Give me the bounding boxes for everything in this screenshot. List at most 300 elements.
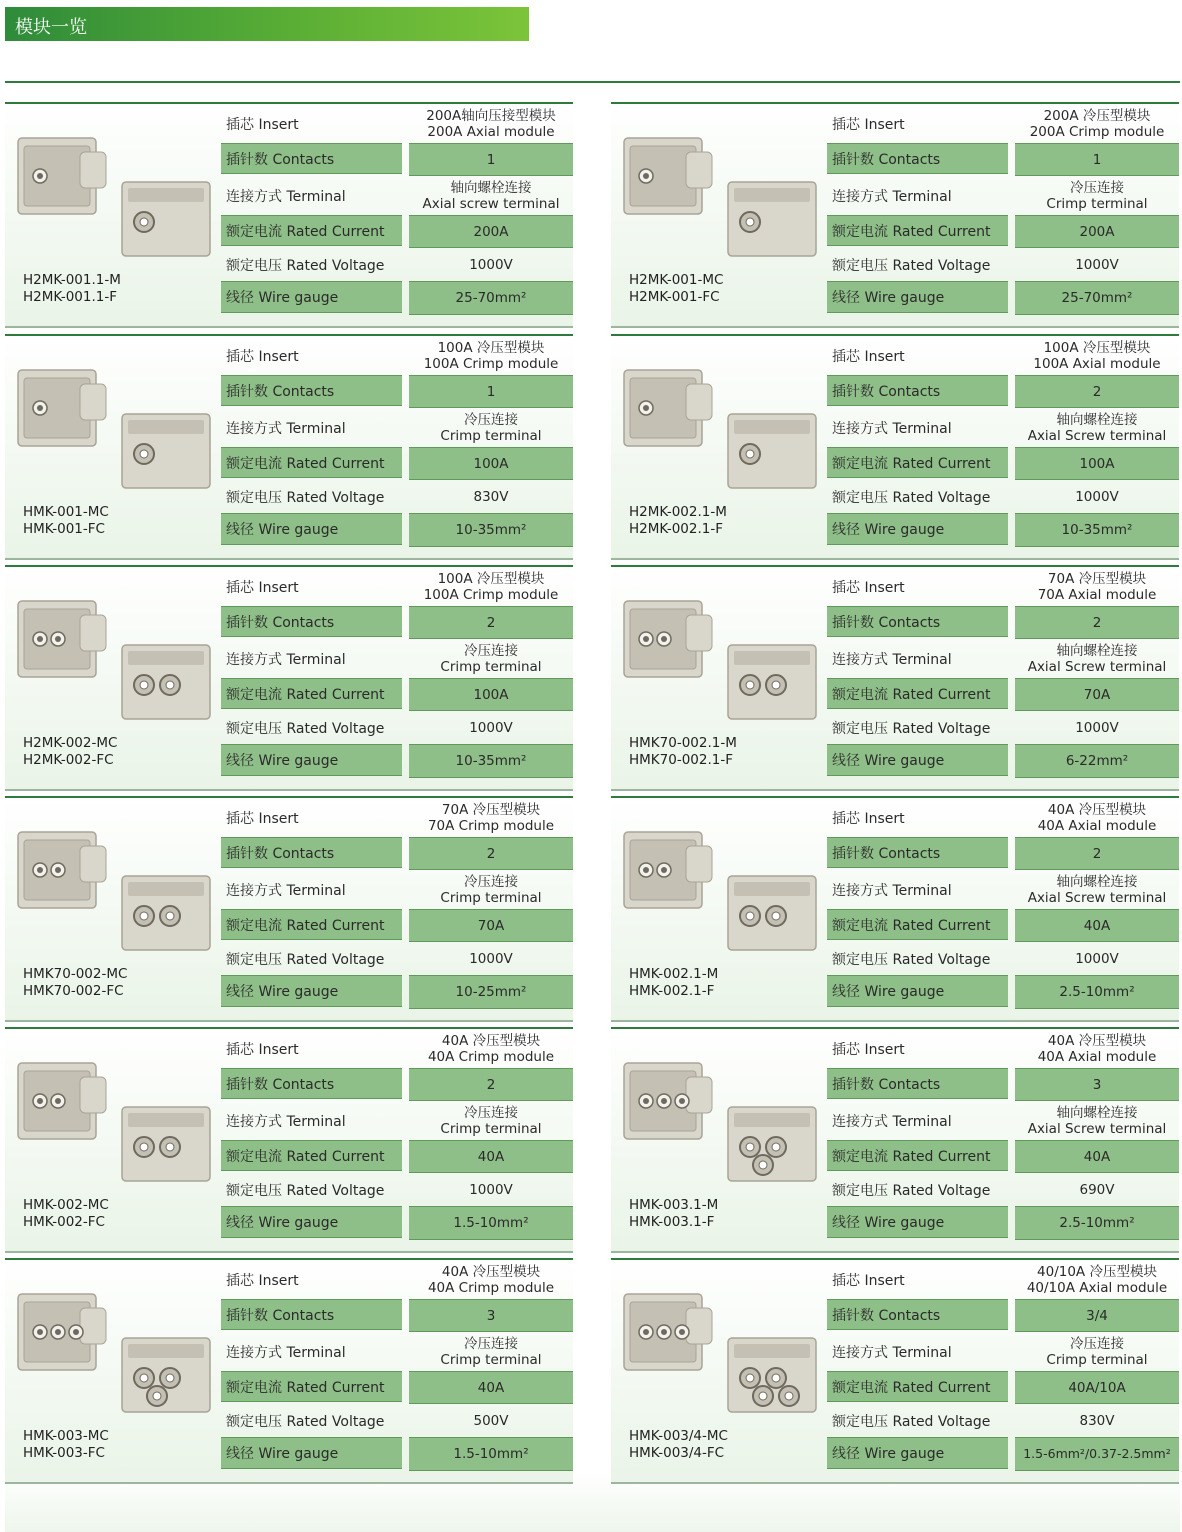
model-male: H2MK-002-MC — [23, 735, 118, 751]
spec-row-wire — [827, 1206, 1179, 1238]
insert-en: 40A Crimp module — [427, 1049, 555, 1065]
current-value: 100A — [409, 678, 573, 711]
spec-row-insert — [221, 105, 573, 143]
spec-row-insert — [827, 1030, 1179, 1068]
model-female: HMK-002-FC — [23, 1214, 105, 1230]
insert-label: 插芯 Insert — [832, 811, 905, 827]
model-female: HMK70-002.1-F — [629, 752, 733, 768]
insert-cn: 100A 冷压型模块 — [437, 340, 545, 356]
voltage-value: 1000V — [1075, 951, 1119, 967]
module-card — [611, 334, 1179, 560]
connector-photo — [616, 356, 824, 506]
insert-cn: 70A 冷压型模块 — [441, 802, 541, 818]
insert-cn: 100A 冷压型模块 — [437, 571, 545, 587]
insert-en: 70A Axial module — [1037, 587, 1157, 603]
card-top-rule — [611, 334, 1179, 336]
spec-row-wire — [221, 1206, 573, 1238]
spec-row-contacts — [827, 1299, 1179, 1330]
spec-row-current — [221, 678, 573, 709]
wire-value: 10-35mm² — [409, 744, 573, 778]
current-label: 额定电流 Rated Current — [827, 1371, 1008, 1402]
spec-row-current — [221, 909, 573, 940]
voltage-label: 额定电压 Rated Voltage — [226, 490, 385, 506]
spec-row-current — [827, 678, 1179, 709]
voltage-value: 1000V — [469, 951, 513, 967]
connector-photo — [616, 818, 824, 968]
spec-row-voltage — [221, 1174, 573, 1206]
terminal-value — [1015, 1102, 1179, 1140]
terminal-cn: 冷压连接 — [464, 1336, 518, 1352]
card-top-rule — [611, 102, 1179, 104]
insert-cn: 40/10A 冷压型模块 — [1037, 1264, 1157, 1280]
card-top-rule — [5, 796, 573, 798]
connector-photo — [10, 818, 218, 968]
terminal-value — [409, 640, 573, 678]
contacts-label: 插针数 Contacts — [827, 1068, 1008, 1099]
spec-row-current — [221, 1371, 573, 1402]
module-card — [5, 102, 573, 328]
connector-photo — [10, 1049, 218, 1199]
current-value: 100A — [409, 447, 573, 480]
wire-value: 1.5-10mm² — [409, 1206, 573, 1240]
contacts-value: 2 — [409, 837, 573, 870]
contacts-label: 插针数 Contacts — [221, 1068, 402, 1099]
model-numbers — [629, 1428, 728, 1462]
module-card — [5, 1258, 573, 1484]
spec-row-terminal — [827, 1333, 1179, 1371]
current-label: 额定电流 Rated Current — [827, 1140, 1008, 1171]
insert-value — [1015, 799, 1179, 837]
insert-value — [409, 105, 573, 143]
card-bottom-rule — [5, 1251, 573, 1253]
spec-row-wire — [221, 281, 573, 313]
card-top-rule — [611, 796, 1179, 798]
spec-row-wire — [827, 1437, 1179, 1469]
model-numbers — [629, 272, 723, 306]
contacts-label: 插针数 Contacts — [221, 837, 402, 868]
terminal-label: 连接方式 Terminal — [226, 652, 346, 668]
current-value: 40A/10A — [1015, 1371, 1179, 1404]
module-card — [611, 796, 1179, 1022]
contacts-value: 2 — [1015, 606, 1179, 639]
spec-row-voltage — [827, 481, 1179, 513]
card-bottom-rule — [611, 1251, 1179, 1253]
contacts-value: 3/4 — [1015, 1299, 1179, 1332]
wire-value: 6-22mm² — [1015, 744, 1179, 778]
current-label: 额定电流 Rated Current — [221, 1140, 402, 1171]
spec-row-contacts — [827, 606, 1179, 637]
insert-cn: 200A 冷压型模块 — [1043, 108, 1151, 124]
voltage-value: 1000V — [1075, 257, 1119, 273]
spec-row-insert — [221, 1261, 573, 1299]
current-value: 40A — [409, 1140, 573, 1173]
spec-row-current — [827, 1140, 1179, 1171]
spec-row-current — [827, 447, 1179, 478]
spec-row-contacts — [221, 375, 573, 406]
terminal-value — [1015, 640, 1179, 678]
terminal-value — [409, 177, 573, 215]
voltage-label: 额定电压 Rated Voltage — [832, 258, 991, 274]
model-numbers — [23, 272, 121, 306]
spec-row-wire — [827, 975, 1179, 1007]
card-top-rule — [5, 1027, 573, 1029]
voltage-value: 830V — [1079, 1413, 1115, 1429]
contacts-label: 插针数 Contacts — [221, 143, 402, 174]
model-male: HMK-001-MC — [23, 504, 109, 520]
connector-photo — [616, 1280, 824, 1430]
terminal-label: 连接方式 Terminal — [832, 652, 952, 668]
spec-row-wire — [827, 281, 1179, 313]
spec-row-insert — [827, 337, 1179, 375]
current-label: 额定电流 Rated Current — [221, 215, 402, 246]
terminal-cn: 轴向螺栓连接 — [1056, 412, 1138, 428]
contacts-label: 插针数 Contacts — [827, 143, 1008, 174]
current-label: 额定电流 Rated Current — [221, 447, 402, 478]
insert-label: 插芯 Insert — [832, 1273, 905, 1289]
connector-photo — [10, 1280, 218, 1430]
contacts-label: 插针数 Contacts — [221, 606, 402, 637]
model-numbers — [629, 504, 727, 538]
terminal-cn: 冷压连接 — [1070, 180, 1124, 196]
contacts-label: 插针数 Contacts — [221, 1299, 402, 1330]
spec-row-contacts — [221, 1299, 573, 1330]
terminal-value — [1015, 409, 1179, 447]
model-male: H2MK-001.1-M — [23, 272, 121, 288]
spec-row-insert — [827, 799, 1179, 837]
contacts-value: 3 — [409, 1299, 573, 1332]
current-value: 40A — [1015, 1140, 1179, 1173]
terminal-en: Axial screw terminal — [422, 196, 560, 212]
insert-en: 40/10A Axial module — [1026, 1280, 1168, 1296]
terminal-en: Axial Screw terminal — [1027, 659, 1167, 675]
current-label: 额定电流 Rated Current — [221, 909, 402, 940]
spec-row-current — [221, 1140, 573, 1171]
module-card — [611, 102, 1179, 328]
terminal-cn: 冷压连接 — [464, 1105, 518, 1121]
spec-row-contacts — [827, 837, 1179, 868]
wire-value: 1.5-6mm²/0.37-2.5mm² — [1015, 1437, 1179, 1471]
voltage-label: 额定电压 Rated Voltage — [832, 721, 991, 737]
terminal-en: Axial Screw terminal — [1027, 428, 1167, 444]
top-divider — [5, 81, 1180, 83]
spec-row-terminal — [827, 409, 1179, 447]
model-male: H2MK-001-MC — [629, 272, 724, 288]
voltage-label: 额定电压 Rated Voltage — [832, 1414, 991, 1430]
insert-en: 100A Crimp module — [423, 587, 559, 603]
contacts-label: 插针数 Contacts — [827, 606, 1008, 637]
model-female: HMK-001-FC — [23, 521, 105, 537]
wire-value: 2.5-10mm² — [1015, 975, 1179, 1009]
model-male: HMK-003/4-MC — [629, 1428, 728, 1444]
module-card — [5, 796, 573, 1022]
wire-label: 线径 Wire gauge — [221, 1206, 402, 1238]
wire-label: 线径 Wire gauge — [827, 744, 1008, 776]
contacts-label: 插针数 Contacts — [827, 837, 1008, 868]
wire-label: 线径 Wire gauge — [827, 1206, 1008, 1238]
contacts-value: 1 — [1015, 143, 1179, 176]
spec-row-current — [221, 447, 573, 478]
voltage-value: 1000V — [469, 720, 513, 736]
contacts-label: 插针数 Contacts — [221, 375, 402, 406]
spec-row-contacts — [827, 1068, 1179, 1099]
current-value: 40A — [1015, 909, 1179, 942]
spec-row-insert — [827, 1261, 1179, 1299]
voltage-label: 额定电压 Rated Voltage — [226, 1183, 385, 1199]
terminal-value — [1015, 1333, 1179, 1371]
terminal-label: 连接方式 Terminal — [226, 189, 346, 205]
insert-en: 40A Crimp module — [427, 1280, 555, 1296]
insert-value — [409, 799, 573, 837]
spec-row-voltage — [221, 249, 573, 281]
contacts-value: 2 — [409, 606, 573, 639]
model-male: HMK-002-MC — [23, 1197, 109, 1213]
insert-value — [1015, 1261, 1179, 1299]
model-female: HMK-003.1-F — [629, 1214, 715, 1230]
voltage-value: 1000V — [469, 257, 513, 273]
model-male: HMK-002.1-M — [629, 966, 719, 982]
spec-row-contacts — [221, 1068, 573, 1099]
insert-label: 插芯 Insert — [226, 1042, 299, 1058]
insert-label: 插芯 Insert — [832, 349, 905, 365]
terminal-label: 连接方式 Terminal — [226, 1114, 346, 1130]
wire-value: 10-35mm² — [1015, 513, 1179, 547]
module-card — [5, 334, 573, 560]
voltage-value: 830V — [473, 489, 509, 505]
insert-cn: 100A 冷压型模块 — [1043, 340, 1151, 356]
spec-row-insert — [221, 1030, 573, 1068]
contacts-value: 1 — [409, 143, 573, 176]
terminal-value — [1015, 177, 1179, 215]
spec-row-voltage — [221, 943, 573, 975]
wire-value: 2.5-10mm² — [1015, 1206, 1179, 1240]
wire-label: 线径 Wire gauge — [221, 744, 402, 776]
voltage-label: 额定电压 Rated Voltage — [226, 952, 385, 968]
spec-row-insert — [827, 568, 1179, 606]
wire-value: 1.5-10mm² — [409, 1437, 573, 1471]
terminal-cn: 轴向螺栓连接 — [1056, 643, 1138, 659]
terminal-cn: 轴向螺栓连接 — [1056, 874, 1138, 890]
current-label: 额定电流 Rated Current — [221, 1371, 402, 1402]
contacts-value: 2 — [1015, 375, 1179, 408]
spec-row-insert — [827, 105, 1179, 143]
terminal-value — [409, 1333, 573, 1371]
card-top-rule — [5, 334, 573, 336]
spec-row-current — [221, 215, 573, 246]
terminal-en: Crimp terminal — [1046, 1352, 1148, 1368]
connector-photo — [10, 356, 218, 506]
wire-value: 25-70mm² — [409, 281, 573, 315]
spec-row-current — [827, 215, 1179, 246]
voltage-label: 额定电压 Rated Voltage — [226, 1414, 385, 1430]
spec-row-contacts — [221, 837, 573, 868]
current-label: 额定电流 Rated Current — [827, 447, 1008, 478]
insert-value — [1015, 568, 1179, 606]
insert-en: 70A Crimp module — [427, 818, 555, 834]
voltage-label: 额定电压 Rated Voltage — [226, 258, 385, 274]
connector-photo — [10, 124, 218, 274]
current-label: 额定电流 Rated Current — [827, 215, 1008, 246]
spec-row-terminal — [221, 640, 573, 678]
terminal-cn: 轴向螺栓连接 — [1056, 1105, 1138, 1121]
spec-row-insert — [221, 568, 573, 606]
terminal-cn: 冷压连接 — [1070, 1336, 1124, 1352]
terminal-en: Crimp terminal — [440, 659, 542, 675]
spec-row-terminal — [221, 177, 573, 215]
spec-row-terminal — [221, 1102, 573, 1140]
voltage-label: 额定电压 Rated Voltage — [226, 721, 385, 737]
card-top-rule — [611, 565, 1179, 567]
model-numbers — [629, 735, 737, 769]
model-female: H2MK-001.1-F — [23, 289, 117, 305]
connector-photo — [616, 587, 824, 737]
voltage-value: 690V — [1079, 1182, 1115, 1198]
spec-row-voltage — [827, 249, 1179, 281]
spec-row-wire — [221, 1437, 573, 1469]
connector-photo — [616, 124, 824, 274]
card-bottom-rule — [5, 1020, 573, 1022]
current-value: 200A — [409, 215, 573, 248]
spec-row-current — [827, 1371, 1179, 1402]
spec-row-voltage — [827, 1405, 1179, 1437]
model-female: H2MK-001-FC — [629, 289, 720, 305]
model-numbers — [23, 966, 127, 1000]
module-card — [611, 1258, 1179, 1484]
insert-label: 插芯 Insert — [226, 811, 299, 827]
insert-cn: 40A 冷压型模块 — [441, 1264, 541, 1280]
spec-row-current — [827, 909, 1179, 940]
current-label: 额定电流 Rated Current — [827, 678, 1008, 709]
terminal-value — [1015, 871, 1179, 909]
insert-en: 40A Axial module — [1037, 1049, 1157, 1065]
model-numbers — [629, 966, 718, 1000]
model-male: HMK70-002.1-M — [629, 735, 737, 751]
spec-row-terminal — [827, 640, 1179, 678]
wire-label: 线径 Wire gauge — [221, 1437, 402, 1469]
spec-row-contacts — [827, 143, 1179, 174]
terminal-en: Axial Screw terminal — [1027, 1121, 1167, 1137]
spec-row-voltage — [827, 1174, 1179, 1206]
spec-row-insert — [221, 799, 573, 837]
model-numbers — [23, 1197, 109, 1231]
wire-label: 线径 Wire gauge — [827, 975, 1008, 1007]
terminal-label: 连接方式 Terminal — [226, 883, 346, 899]
voltage-label: 额定电压 Rated Voltage — [832, 1183, 991, 1199]
insert-value — [409, 1261, 573, 1299]
insert-cn: 40A 冷压型模块 — [1047, 1033, 1147, 1049]
section-title: 模块一览 — [15, 17, 87, 38]
voltage-label: 额定电压 Rated Voltage — [832, 952, 991, 968]
terminal-value — [409, 409, 573, 447]
spec-row-contacts — [827, 375, 1179, 406]
insert-cn: 40A 冷压型模块 — [441, 1033, 541, 1049]
model-female: H2MK-002-FC — [23, 752, 114, 768]
model-female: HMK-003/4-FC — [629, 1445, 725, 1461]
contacts-value: 2 — [409, 1068, 573, 1101]
module-card — [611, 1027, 1179, 1253]
terminal-cn: 轴向螺栓连接 — [450, 180, 532, 196]
wire-label: 线径 Wire gauge — [827, 281, 1008, 313]
current-label: 额定电流 Rated Current — [827, 909, 1008, 940]
voltage-value: 1000V — [1075, 720, 1119, 736]
module-card — [5, 1027, 573, 1253]
wire-label: 线径 Wire gauge — [221, 513, 402, 545]
terminal-label: 连接方式 Terminal — [832, 1114, 952, 1130]
terminal-en: Crimp terminal — [1046, 196, 1148, 212]
insert-cn: 200A轴向压接型模块 — [426, 108, 556, 124]
insert-label: 插芯 Insert — [832, 580, 905, 596]
current-label: 额定电流 Rated Current — [221, 678, 402, 709]
card-bottom-rule — [611, 326, 1179, 328]
card-bottom-rule — [611, 1020, 1179, 1022]
spec-row-wire — [221, 513, 573, 545]
card-top-rule — [611, 1258, 1179, 1260]
wire-value: 25-70mm² — [1015, 281, 1179, 315]
terminal-cn: 冷压连接 — [464, 643, 518, 659]
current-value: 70A — [1015, 678, 1179, 711]
terminal-en: Crimp terminal — [440, 1121, 542, 1137]
card-bottom-rule — [611, 558, 1179, 560]
voltage-value: 1000V — [469, 1182, 513, 1198]
terminal-en: Crimp terminal — [440, 890, 542, 906]
model-numbers — [23, 1428, 109, 1462]
insert-en: 100A Axial module — [1033, 356, 1161, 372]
voltage-label: 额定电压 Rated Voltage — [832, 490, 991, 506]
spec-row-wire — [827, 513, 1179, 545]
contacts-value: 2 — [1015, 837, 1179, 870]
insert-cn: 40A 冷压型模块 — [1047, 802, 1147, 818]
model-male: HMK70-002-MC — [23, 966, 128, 982]
model-male: HMK-003-MC — [23, 1428, 109, 1444]
wire-label: 线径 Wire gauge — [221, 281, 402, 313]
spec-row-terminal — [827, 871, 1179, 909]
model-numbers — [629, 1197, 718, 1231]
insert-value — [1015, 1030, 1179, 1068]
terminal-en: Axial Screw terminal — [1027, 890, 1167, 906]
card-bottom-rule — [5, 326, 573, 328]
current-value: 70A — [409, 909, 573, 942]
spec-row-terminal — [827, 1102, 1179, 1140]
terminal-value — [409, 871, 573, 909]
connector-photo — [10, 587, 218, 737]
connector-photo — [616, 1049, 824, 1199]
voltage-value: 1000V — [1075, 489, 1119, 505]
card-bottom-rule — [5, 789, 573, 791]
module-card — [5, 565, 573, 791]
insert-en: 200A Crimp module — [1029, 124, 1165, 140]
card-top-rule — [5, 102, 573, 104]
spec-row-voltage — [221, 712, 573, 744]
insert-label: 插芯 Insert — [832, 1042, 905, 1058]
model-numbers — [23, 735, 117, 769]
model-male: HMK-003.1-M — [629, 1197, 719, 1213]
terminal-cn: 冷压连接 — [464, 874, 518, 890]
spec-row-terminal — [221, 871, 573, 909]
wire-value: 10-35mm² — [409, 513, 573, 547]
spec-row-terminal — [827, 177, 1179, 215]
terminal-label: 连接方式 Terminal — [832, 189, 952, 205]
spec-row-voltage — [221, 481, 573, 513]
insert-value — [1015, 337, 1179, 375]
terminal-label: 连接方式 Terminal — [226, 421, 346, 437]
wire-label: 线径 Wire gauge — [827, 513, 1008, 545]
insert-label: 插芯 Insert — [226, 580, 299, 596]
terminal-en: Crimp terminal — [440, 1352, 542, 1368]
insert-value — [1015, 105, 1179, 143]
current-value: 100A — [1015, 447, 1179, 480]
wire-value: 10-25mm² — [409, 975, 573, 1009]
spec-row-wire — [221, 744, 573, 776]
model-numbers — [23, 504, 109, 538]
